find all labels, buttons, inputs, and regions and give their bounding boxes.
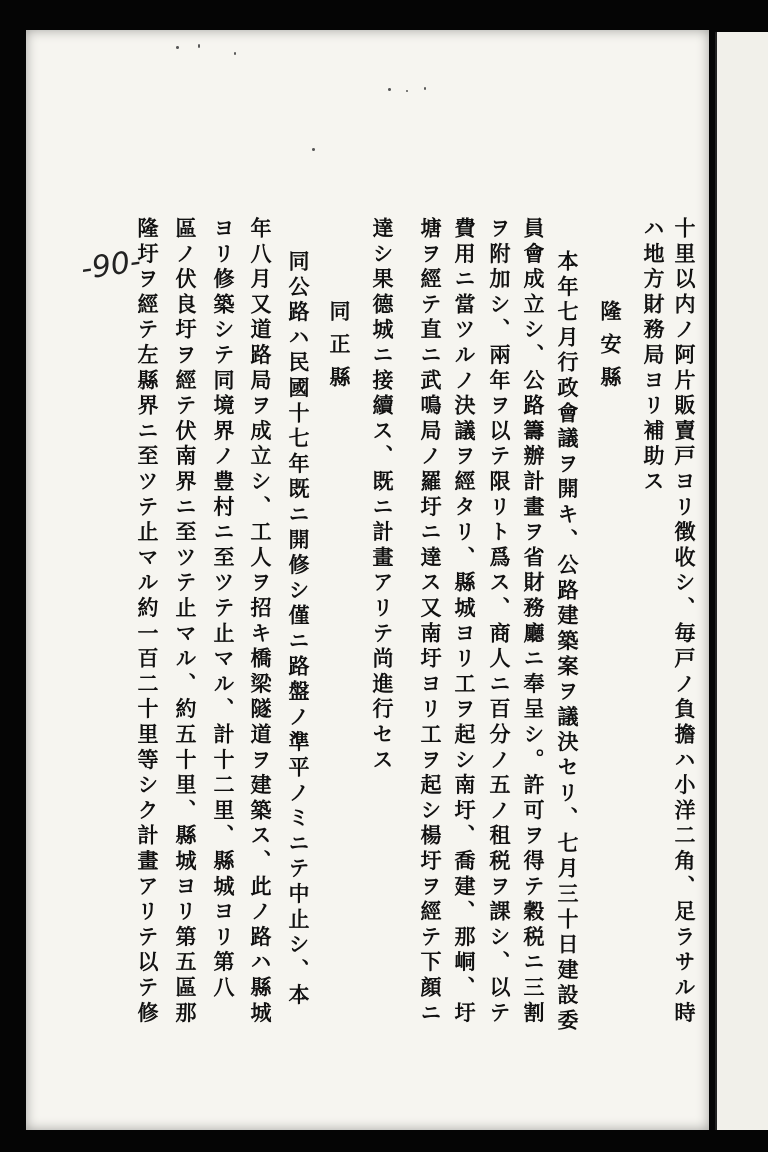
text-column-14: 區ノ伏良圩ヲ經テ伏南界ニ至ツテ止マル、約五十里、縣城ヨリ第五區那 xyxy=(173,217,198,1027)
text-column-2: ハ地方財務局ヨリ補助ス xyxy=(641,217,666,496)
text-column-5: 員會成立シ、公路籌辦計畫ヲ省財務廳ニ奉呈シ。許可ヲ得テ穀税ニ三割 xyxy=(521,217,546,1027)
text-column-9: 達シ果德城ニ接續ス、既ニ計畫アリテ尚進行セス xyxy=(370,217,395,774)
text-column-6: ヲ附加シ、兩年ヲ以テ限リト爲ス、商人ニ百分ノ五ノ租税ヲ課シ、以テ xyxy=(487,217,512,1027)
text-column-1: 十里以内ノ阿片販賣戸ヨリ徴收シ、毎戸ノ負擔ハ小洋二角、足ラサル時 xyxy=(672,217,697,1027)
section-heading-longan-county: 隆安縣 xyxy=(598,300,623,399)
adjacent-page-edge xyxy=(715,32,768,1130)
text-column-12: 年八月又道路局ヲ成立シ、工人ヲ招キ橋梁隧道ヲ建築ス、此ノ路ハ縣城 xyxy=(248,217,273,1027)
section-heading-tongzheng-county: 同正縣 xyxy=(327,300,352,399)
text-column-15: 隆圩ヲ經テ左縣界ニ至ツテ止マル約一百二十里等シク計畫アリテ以テ修 xyxy=(135,217,160,1027)
text-column-13: ヨリ修築シテ同境界ノ豊村ニ至ツテ止マル、計十二里、縣城ヨリ第八 xyxy=(211,217,236,1002)
text-column-11: 同公路ハ民國十七年既ニ開修シ僅ニ路盤ノ準平ノミニテ中止シ、本 xyxy=(286,250,311,1009)
document-page xyxy=(26,30,709,1130)
page-number: -90- xyxy=(78,244,143,287)
text-column-8: 塘ヲ經テ直ニ武鳴局ノ羅圩ニ達ス又南圩ヨリ工ヲ起シ楊圩ヲ經テ下顔ニ xyxy=(418,217,443,1027)
text-column-4: 本年七月行政會議ヲ開キ、公路建築案ヲ議決セリ、七月三十日建設委 xyxy=(555,250,580,1035)
text-column-7: 費用ニ當ツルノ決議ヲ經タリ、縣城ヨリ工ヲ起シ南圩、喬建、那峒、圩 xyxy=(452,217,477,1027)
